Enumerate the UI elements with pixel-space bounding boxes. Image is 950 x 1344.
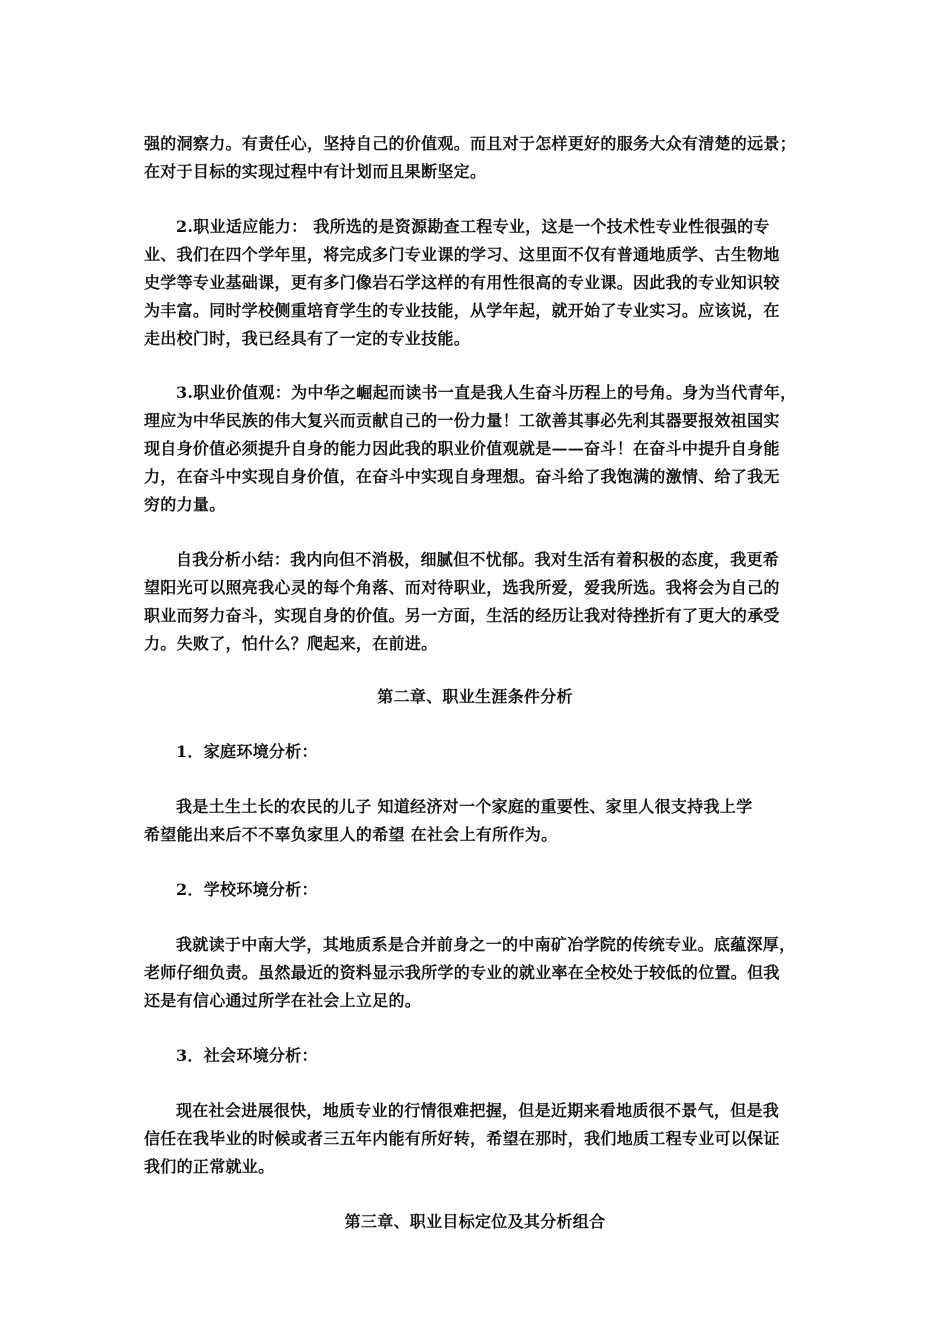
paragraph-line: 现在社会进展很快，地质专业的行情很难把握，但是近期来看地质很不景气，但是我: [176, 1101, 780, 1120]
paragraph-line: 希望能出来后不不辜负家里人的希望 在社会上有所作为。: [144, 825, 558, 844]
paragraph-line: 理应为中华民族的伟大复兴而贡献自己的一份力量！工欲善其事必先利其器要报效祖国实: [144, 411, 780, 430]
paragraph-line: 走出校门时，我已经具有了一定的专业技能。: [144, 329, 471, 348]
paragraph-line: 在对于目标的实现过程中有计划而且果断坚定。: [144, 162, 487, 181]
section-heading: 1．家庭环境分析：: [176, 742, 318, 761]
paragraph-line: 我是土生土长的农民的儿子 知道经济对一个家庭的重要性、家里人很支持我上学: [176, 797, 753, 816]
paragraph-line: 强的洞察力。有责任心，坚持自己的价值观。而且对于怎样更好的服务大众有清楚的远景；: [144, 134, 797, 153]
paragraph-line: 3.职业价值观：为中华之崛起而读书一直是我人生奋斗历程上的号角。身为当代青年，: [176, 383, 797, 402]
section-heading: 3．社会环境分析：: [176, 1046, 318, 1065]
paragraph-line: 为丰富。同时学校侧重培育学生的专业技能，从学年起，就开始了专业实习。应该说，在: [144, 301, 780, 320]
chapter-heading: 第二章、职业生涯条件分析: [377, 687, 573, 706]
paragraph-line: 史学等专业基础课，更有多门像岩石学这样的有用性很高的专业课。因此我的专业知识较: [144, 273, 780, 292]
paragraph-line: 老师仔细负责。虽然最近的资料显示我所学的专业的就业率在全校处于较低的位置。但我: [144, 963, 780, 982]
paragraph-line: 望阳光可以照亮我心灵的每个角落、而对待职业，选我所爱，爱我所选。我将会为自己的: [144, 578, 780, 597]
paragraph-line: 力。失败了，怕什么？爬起来，在前进。: [144, 634, 438, 653]
paragraph-line: 信任在我毕业的时候或者三五年内能有所好转，希望在那时，我们地质工程专业可以保证: [144, 1129, 780, 1148]
paragraph-line: 力，在奋斗中实现自身价值，在奋斗中实现自身理想。奋斗给了我饱满的激情、给了我无: [144, 467, 780, 486]
paragraph-line: 职业而努力奋斗，实现自身的价值。另一方面，生活的经历让我对待挫折有了更大的承受: [144, 606, 780, 625]
paragraph-line: 自我分析小结：我内向但不消极，细腻但不忧郁。我对生活有着积极的态度，我更希: [176, 550, 780, 569]
paragraph-line: 2.职业适应能力： 我所选的是资源勘查工程专业，这是一个技术性专业性很强的专: [176, 217, 770, 236]
paragraph-line: 我就读于中南大学，其地质系是合并前身之一的中南矿冶学院的传统专业。底蕴深厚，: [176, 935, 796, 954]
chapter-heading: 第三章、职业目标定位及其分析组合: [344, 1212, 606, 1231]
paragraph-line: 业、我们在四个学年里，将完成多门专业课的学习、这里面不仅有普通地质学、古生物地: [144, 245, 780, 264]
paragraph-line: 还是有信心通过所学在社会上立足的。: [144, 991, 422, 1010]
paragraph-line: 现自身价值必须提升自身的能力因此我的职业价值观就是——奋斗！在奋斗中提升自身能: [144, 439, 780, 458]
paragraph-line: 我们的正常就业。: [144, 1157, 275, 1176]
paragraph-line: 穷的力量。: [144, 495, 226, 514]
section-heading: 2．学校环境分析：: [176, 880, 318, 899]
